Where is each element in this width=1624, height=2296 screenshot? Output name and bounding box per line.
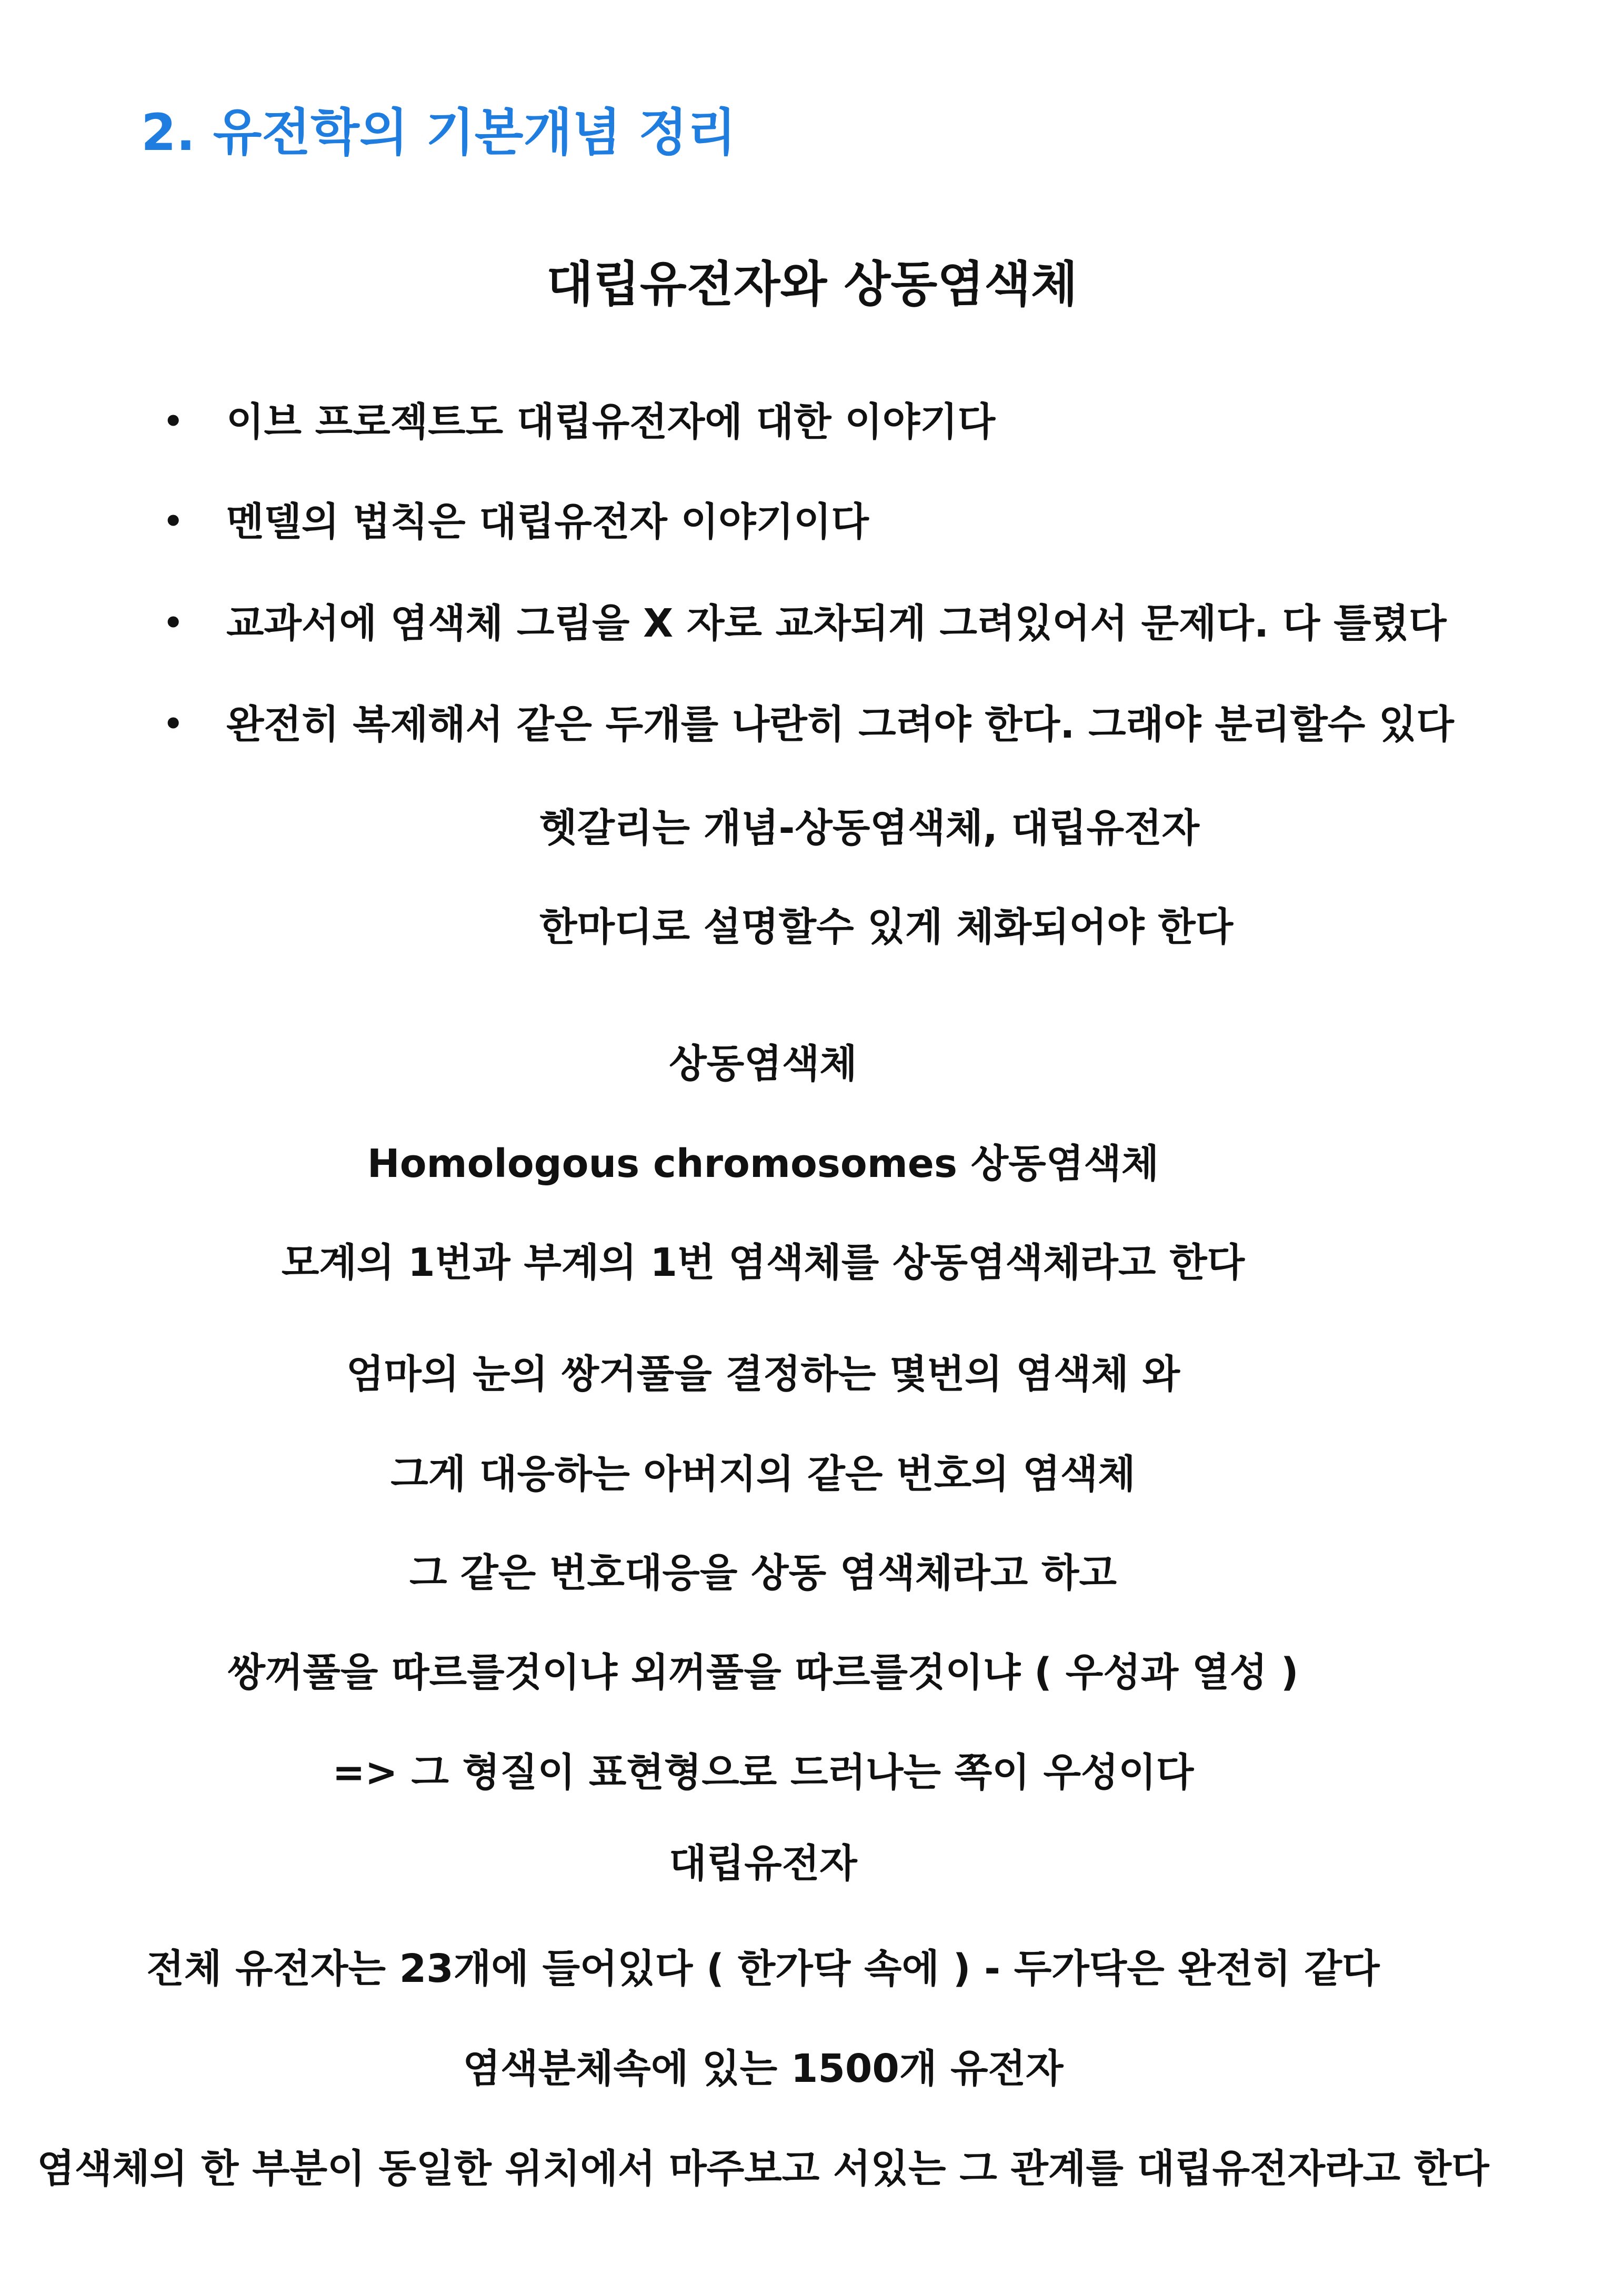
allele-line: 염색분체속에 있는 1500개 유전자 <box>463 2046 1064 2091</box>
homologous-heading: 상동염색체 <box>669 1041 857 1086</box>
homologous-line: => 그 형질이 표현형으로 드러나는 쪽이 우성이다 <box>332 1750 1194 1795</box>
bullet-icon: • <box>163 605 184 641</box>
bullet-item <box>163 400 995 445</box>
homologous-line: Homologous chromosomes 상동염색체 <box>367 1141 1159 1186</box>
homologous-line: 엄마의 눈의 쌍거풀을 결정하는 몇번의 염색체 와 <box>346 1352 1180 1397</box>
bullet-icon: • <box>163 706 184 742</box>
homologous-line: 그게 대응하는 아버지의 같은 번호의 염색체 <box>390 1452 1136 1497</box>
bullet-text: 이브 프로젝트도 대립유전자에 대한 이야기다 <box>226 399 996 445</box>
homologous-line: 쌍꺼풀을 따르를것이냐 외꺼풀을 따르를것이냐 ( 우성과 열성 ) <box>227 1650 1299 1695</box>
section-heading: 2. 유전학의 기본개념 정리 <box>141 103 736 162</box>
bullet-icon: • <box>163 403 184 440</box>
homologous-line: 그 같은 번호대응을 상동 염색체라고 하고 <box>409 1550 1117 1596</box>
note-line: 한마디로 설명할수 있게 체화되어야 한다 <box>539 904 1234 950</box>
allele-heading: 대립유전자 <box>669 1841 857 1886</box>
bullet-item <box>163 601 1447 646</box>
bullet-item <box>163 702 1454 747</box>
page-title: 대립유전자와 상동염색체 <box>546 256 1078 313</box>
bullet-text: 멘델의 법칙은 대립유전자 이야기이다 <box>226 499 869 545</box>
bullet-item <box>163 500 869 545</box>
allele-line: 전체 유전자는 23개에 들어있다 ( 한가닥 속에 ) - 두가닥은 완전히 같다 <box>146 1946 1380 1991</box>
allele-line: 염색체의 한 부분이 동일한 위치에서 마주보고 서있는 그 관계를 대립유전자라고 한다 <box>37 2146 1489 2191</box>
bullet-text: 교과서에 염색체 그림을 X 자로 교차되게 그려있어서 문제다. 다 틀렸다 <box>226 601 1447 646</box>
bullet-icon: • <box>163 503 184 540</box>
homologous-line: 모계의 1번과 부계의 1번 염색체를 상동염색체라고 한다 <box>281 1240 1245 1285</box>
note-line: 헷갈리는 개념-상동염색체, 대립유전자 <box>539 805 1200 851</box>
bullet-text: 완전히 복제해서 같은 두개를 나란히 그려야 한다. 그래야 분리할수 있다 <box>226 702 1455 747</box>
